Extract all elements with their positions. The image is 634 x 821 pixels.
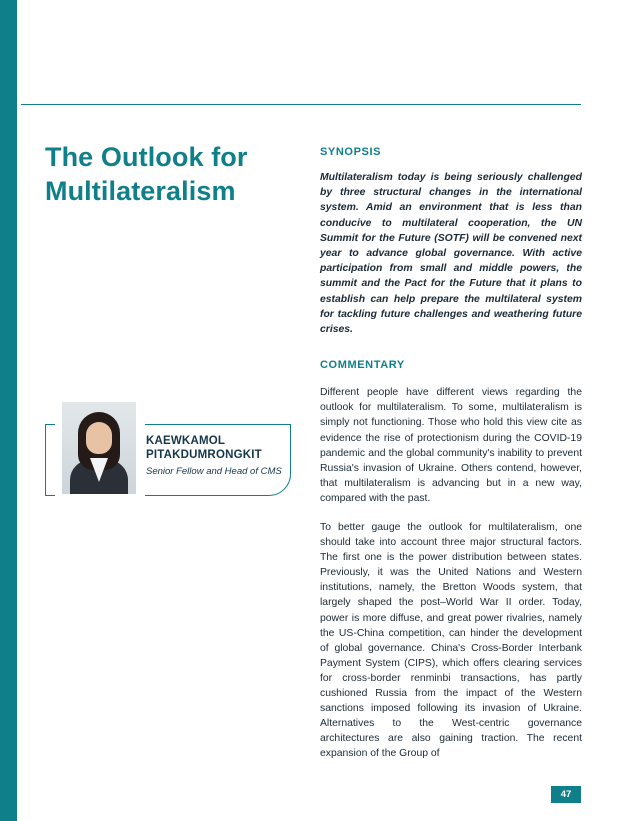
commentary-paragraph-2: To better gauge the outlook for multilateralism, one should take into account three major structural factors. The first one is the power distribution between states. Previously, it was the United Nations and Western institutions, namely, the Bretton Woods system, that largely shaped the post–World War II order. Today, power is more diffuse, and great power rivalries, namely the US-China competition, can hinder the development of global governance. China's Cross-Border Interbank Payment System (CIPS), which offers clearing services for cross-border renminbi transactions, has partly cushioned Russia from the impact of the Western sanctions imposed following its invasion of Ukraine. Alternatives to the West-centric governance architectures are also gaining traction. The recent expansion of the Group of <box>320 521 582 760</box>
synopsis-text: Multilateralism today is being seriously challenged by three structural changes in the international system. Amid an environment that is less than conducive to multilateral cooperation, the UN Summit for the Future (SOTF) will be convened next year to advance global governance. With active participation from small and middle powers, the summit and the Pact for the Future that it plans to establish can help prepare the multilateral system for tackling future challenges and weathering future crises. <box>320 172 582 336</box>
left-accent-bar <box>0 0 17 821</box>
left-accent-bar-gap <box>17 0 21 821</box>
author-role: Senior Fellow and Head of CMS <box>146 466 282 477</box>
page-title: The Outlook for Multilateralism <box>45 142 248 206</box>
content-column <box>320 146 582 775</box>
title-block <box>45 140 295 208</box>
author-name: KAEWKAMOL PITAKDUMRONGKIT <box>146 435 262 461</box>
author-photo <box>62 402 136 494</box>
commentary-heading: COMMENTARY <box>320 359 405 372</box>
commentary-paragraph-1: Different people have different views regarding the outlook for multilateralism. To some, multilateralism is simply not functioning. Those who hold this view cite as evidence the rise of protectionism during the COVID-19 pandemic and the global community's inability to prevent Russia's invasion of Ukraine. Others contend, however, that multilateralism is advancing but in a new way, compared with the past. <box>320 387 582 504</box>
synopsis-heading: SYNOPSIS <box>320 146 382 158</box>
portrait-face-shape <box>86 422 112 454</box>
author-block <box>45 402 295 512</box>
page-number-badge: 47 <box>551 786 581 803</box>
header-divider <box>21 104 581 105</box>
